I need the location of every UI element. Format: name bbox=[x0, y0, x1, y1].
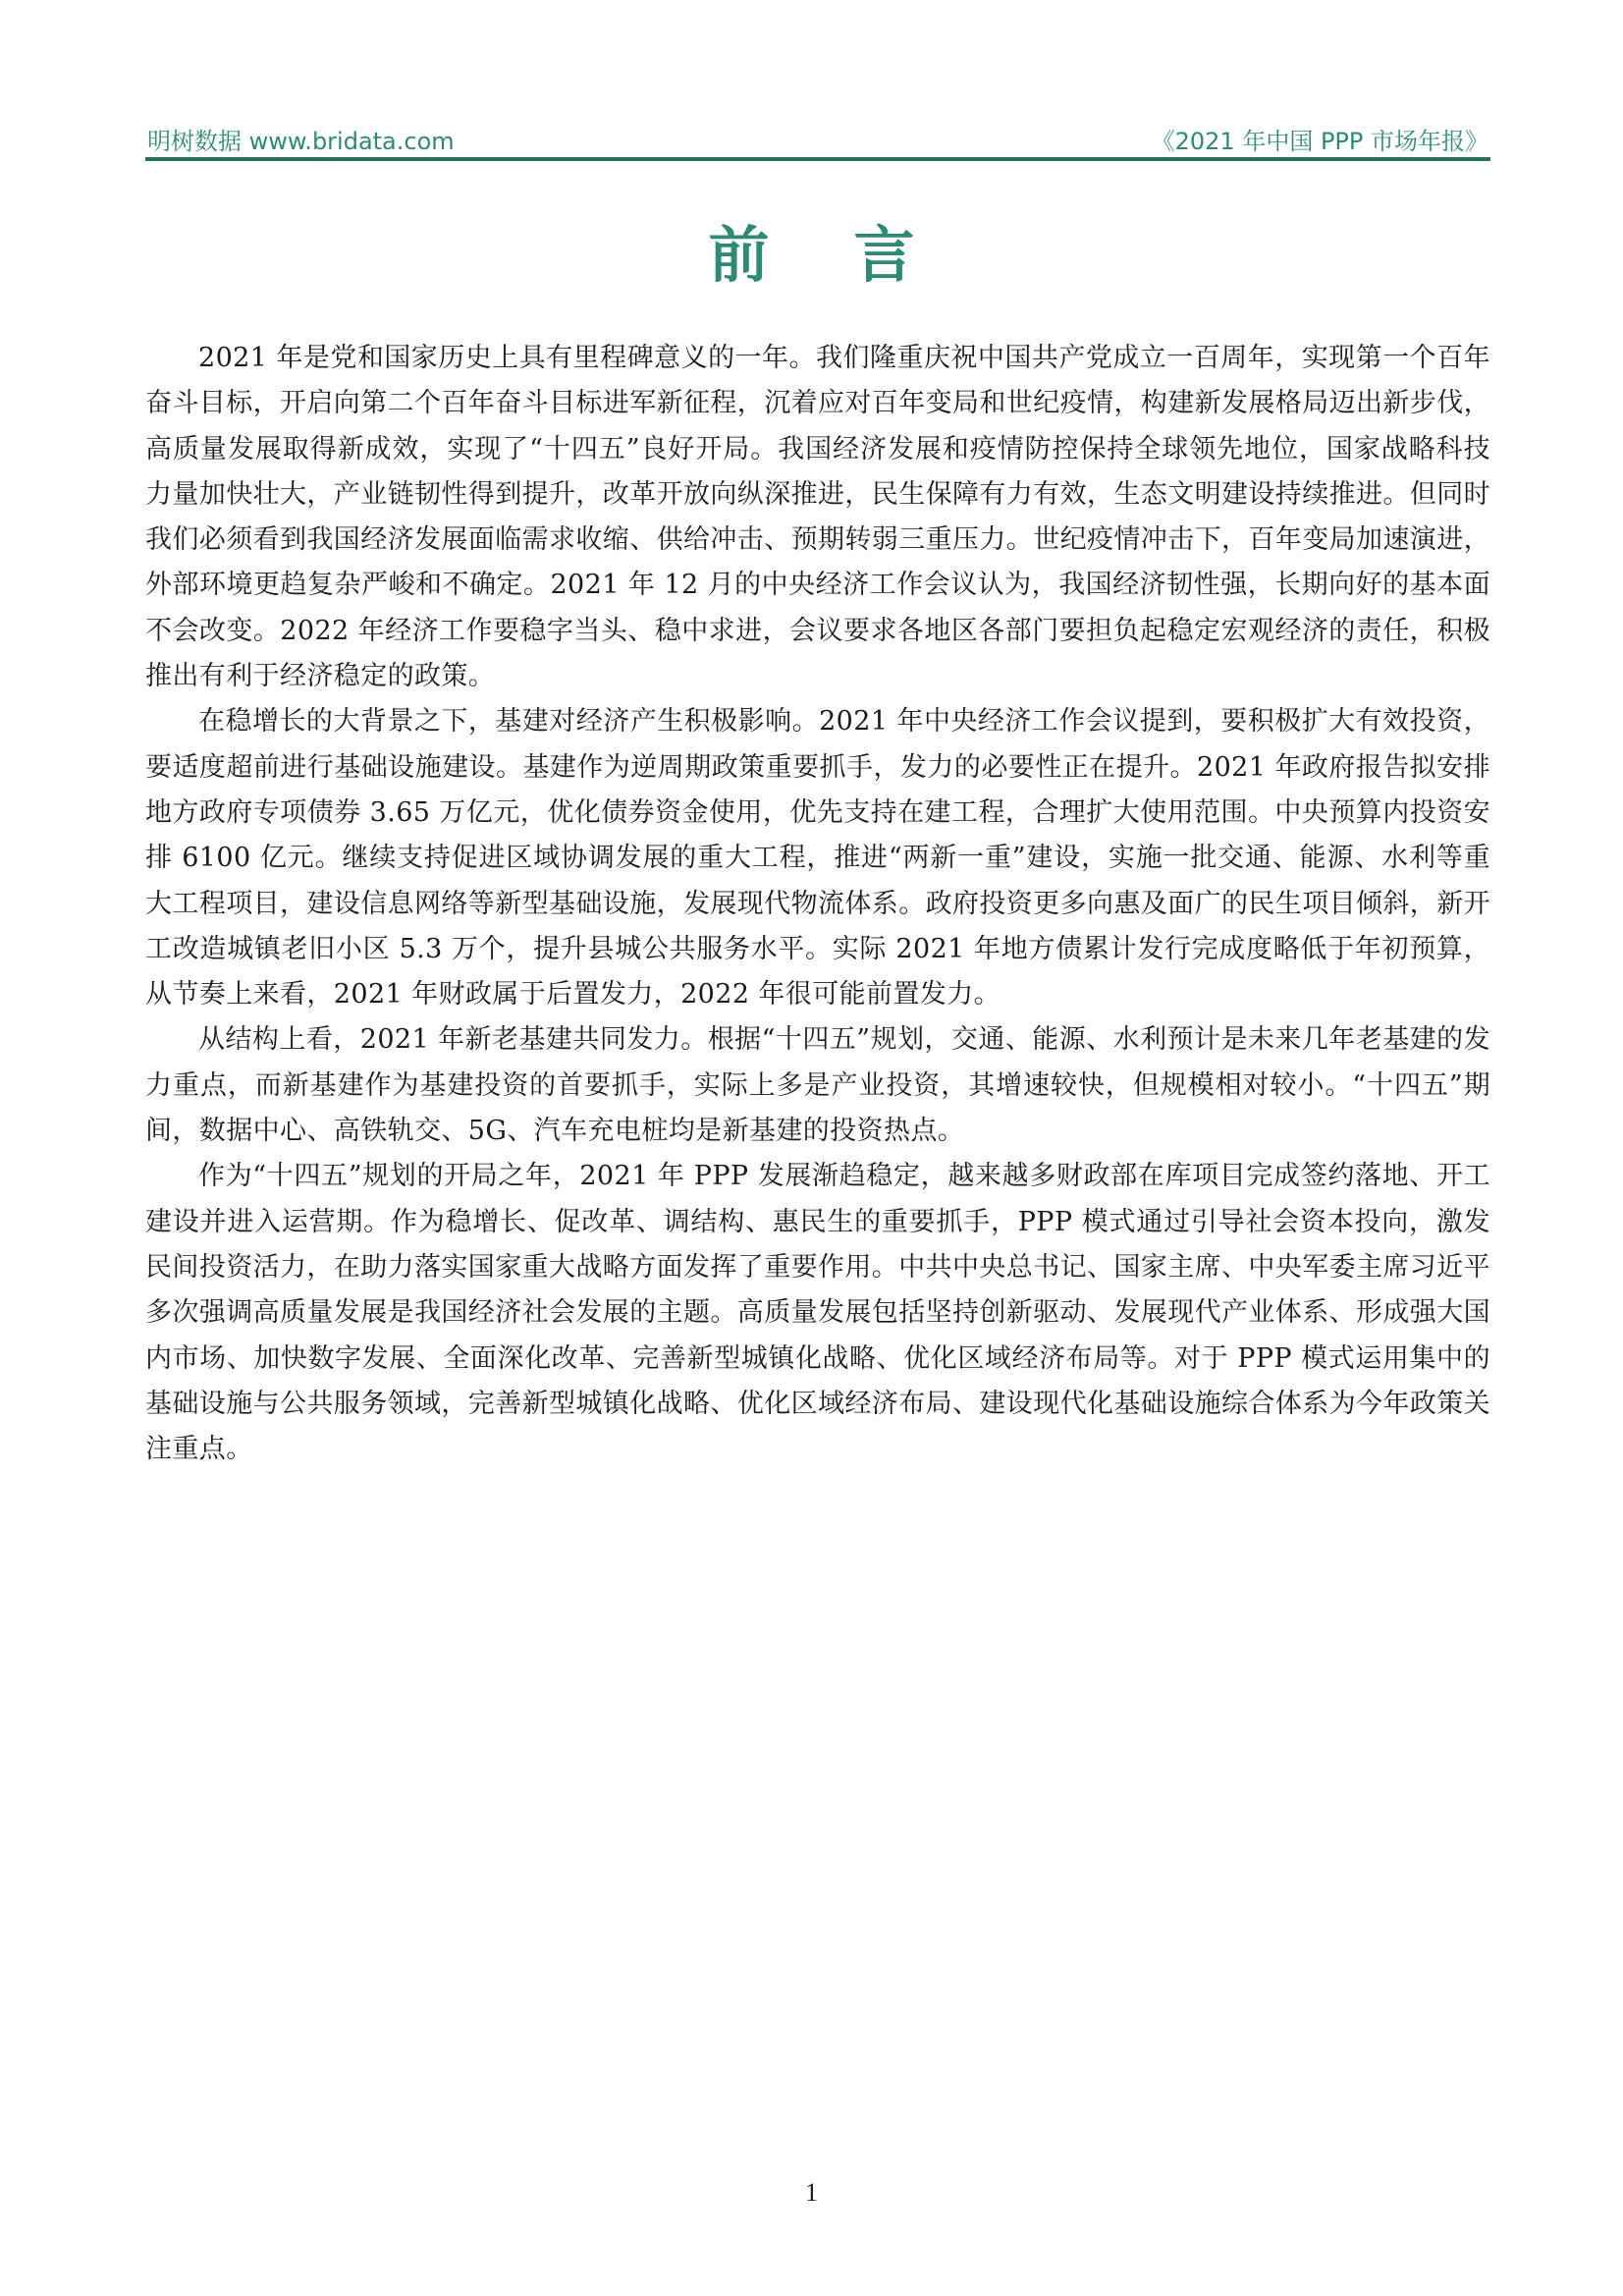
page-number: 1 bbox=[805, 2178, 818, 2207]
page-title: 前言 bbox=[708, 219, 1000, 291]
paragraph: 作为“十四五”规划的开局之年，2021 年 PPP 发展渐趋稳定，越来越多财政部在库项目完成签约落地、开工建设并进入运营期。作为稳增长、促改革、调结构、惠民生的重要抓手，PPP 模式通过引导社会资本投向，激发民间投资活力，在助力落实国家重大战略方面发挥了重要作用。中共中央总书记、国家主席、中央军委主席习近平多次强调高质量发展是我国经济社会发展的主题。高质量发展包括坚持创新驱动、发展现代产业体系、形成强大国内市场、加快数字发展、全面深化改革、完善新型城镇化战略、优化区域经济布局等。对于 PPP 模式运用集中的基础设施与公共服务领域，完善新型城镇化战略、优化区域经济布局、建设现代化基础设施综合体系为今年政策关注重点。 bbox=[145, 1161, 1490, 1465]
page-header bbox=[145, 118, 1490, 155]
paragraph: 从结构上看，2021 年新老基建共同发力。根据“十四五”规划，交通、能源、水利预计是未来几年老基建的发力重点，而新基建作为基建投资的首要抓手，实际上多是产业投资，其增速较快，但规模相对较小。“十四五”期间，数据中心、高铁轨交、5G、汽车充电桩均是新基建的投资热点。 bbox=[145, 1024, 1490, 1147]
body-text bbox=[145, 336, 1490, 1472]
header-source: 明树数据 www.bridata.com bbox=[147, 128, 455, 155]
paragraph: 在稳增长的大背景之下，基建对经济产生积极影响。2021 年中央经济工作会议提到，要积极扩大有效投资，要适度超前进行基础设施建设。基建作为逆周期政策重要抓手，发力的必要性正在提升。2021 年政府报告拟安排地方政府专项债券 3.65 万亿元，优化债券资金使用，优先支持在建工程，合理扩大使用范围。中央预算内投资安排 6100 亿元。继续支持促进区域协调发展的重大工程，推进“两新一重”建设，实施一批交通、能源、水利等重大工程项目，建设信息网络等新型基础设施，发展现代物流体系。政府投资更多向惠及面广的民生项目倾斜，新开工改造城镇老旧小区 5.3 万个，提升县城公共服务水平。实际 2021 年地方债累计发行完成度略低于年初预算，从节奏上来看，2021 年财政属于后置发力，2022 年很可能前置发力。 bbox=[145, 706, 1490, 1011]
header-report-title: 《2021 年中国 PPP 市场年报》 bbox=[1151, 128, 1488, 155]
header-divider bbox=[145, 157, 1490, 161]
paragraph: 2021 年是党和国家历史上具有里程碑意义的一年。我们隆重庆祝中国共产党成立一百周年，实现第一个百年奋斗目标，开启向第二个百年奋斗目标进军新征程，沉着应对百年变局和世纪疫情，构建新发展格局迈出新步伐，高质量发展取得新成效，实现了“十四五”良好开局。我国经济发展和疫情防控保持全球领先地位，国家战略科技力量加快壮大，产业链韧性得到提升，改革开放向纵深推进，民生保障有力有效，生态文明建设持续推进。但同时我们必须看到我国经济发展面临需求收缩、供给冲击、预期转弱三重压力。世纪疫情冲击下，百年变局加速演进，外部环境更趋复杂严峻和不确定。2021 年 12 月的中央经济工作会议认为，我国经济韧性强，长期向好的基本面不会改变。2022 年经济工作要稳字当头、稳中求进，会议要求各地区各部门要担负起稳定宏观经济的责任，积极推出有利于经济稳定的政策。 bbox=[145, 343, 1490, 692]
